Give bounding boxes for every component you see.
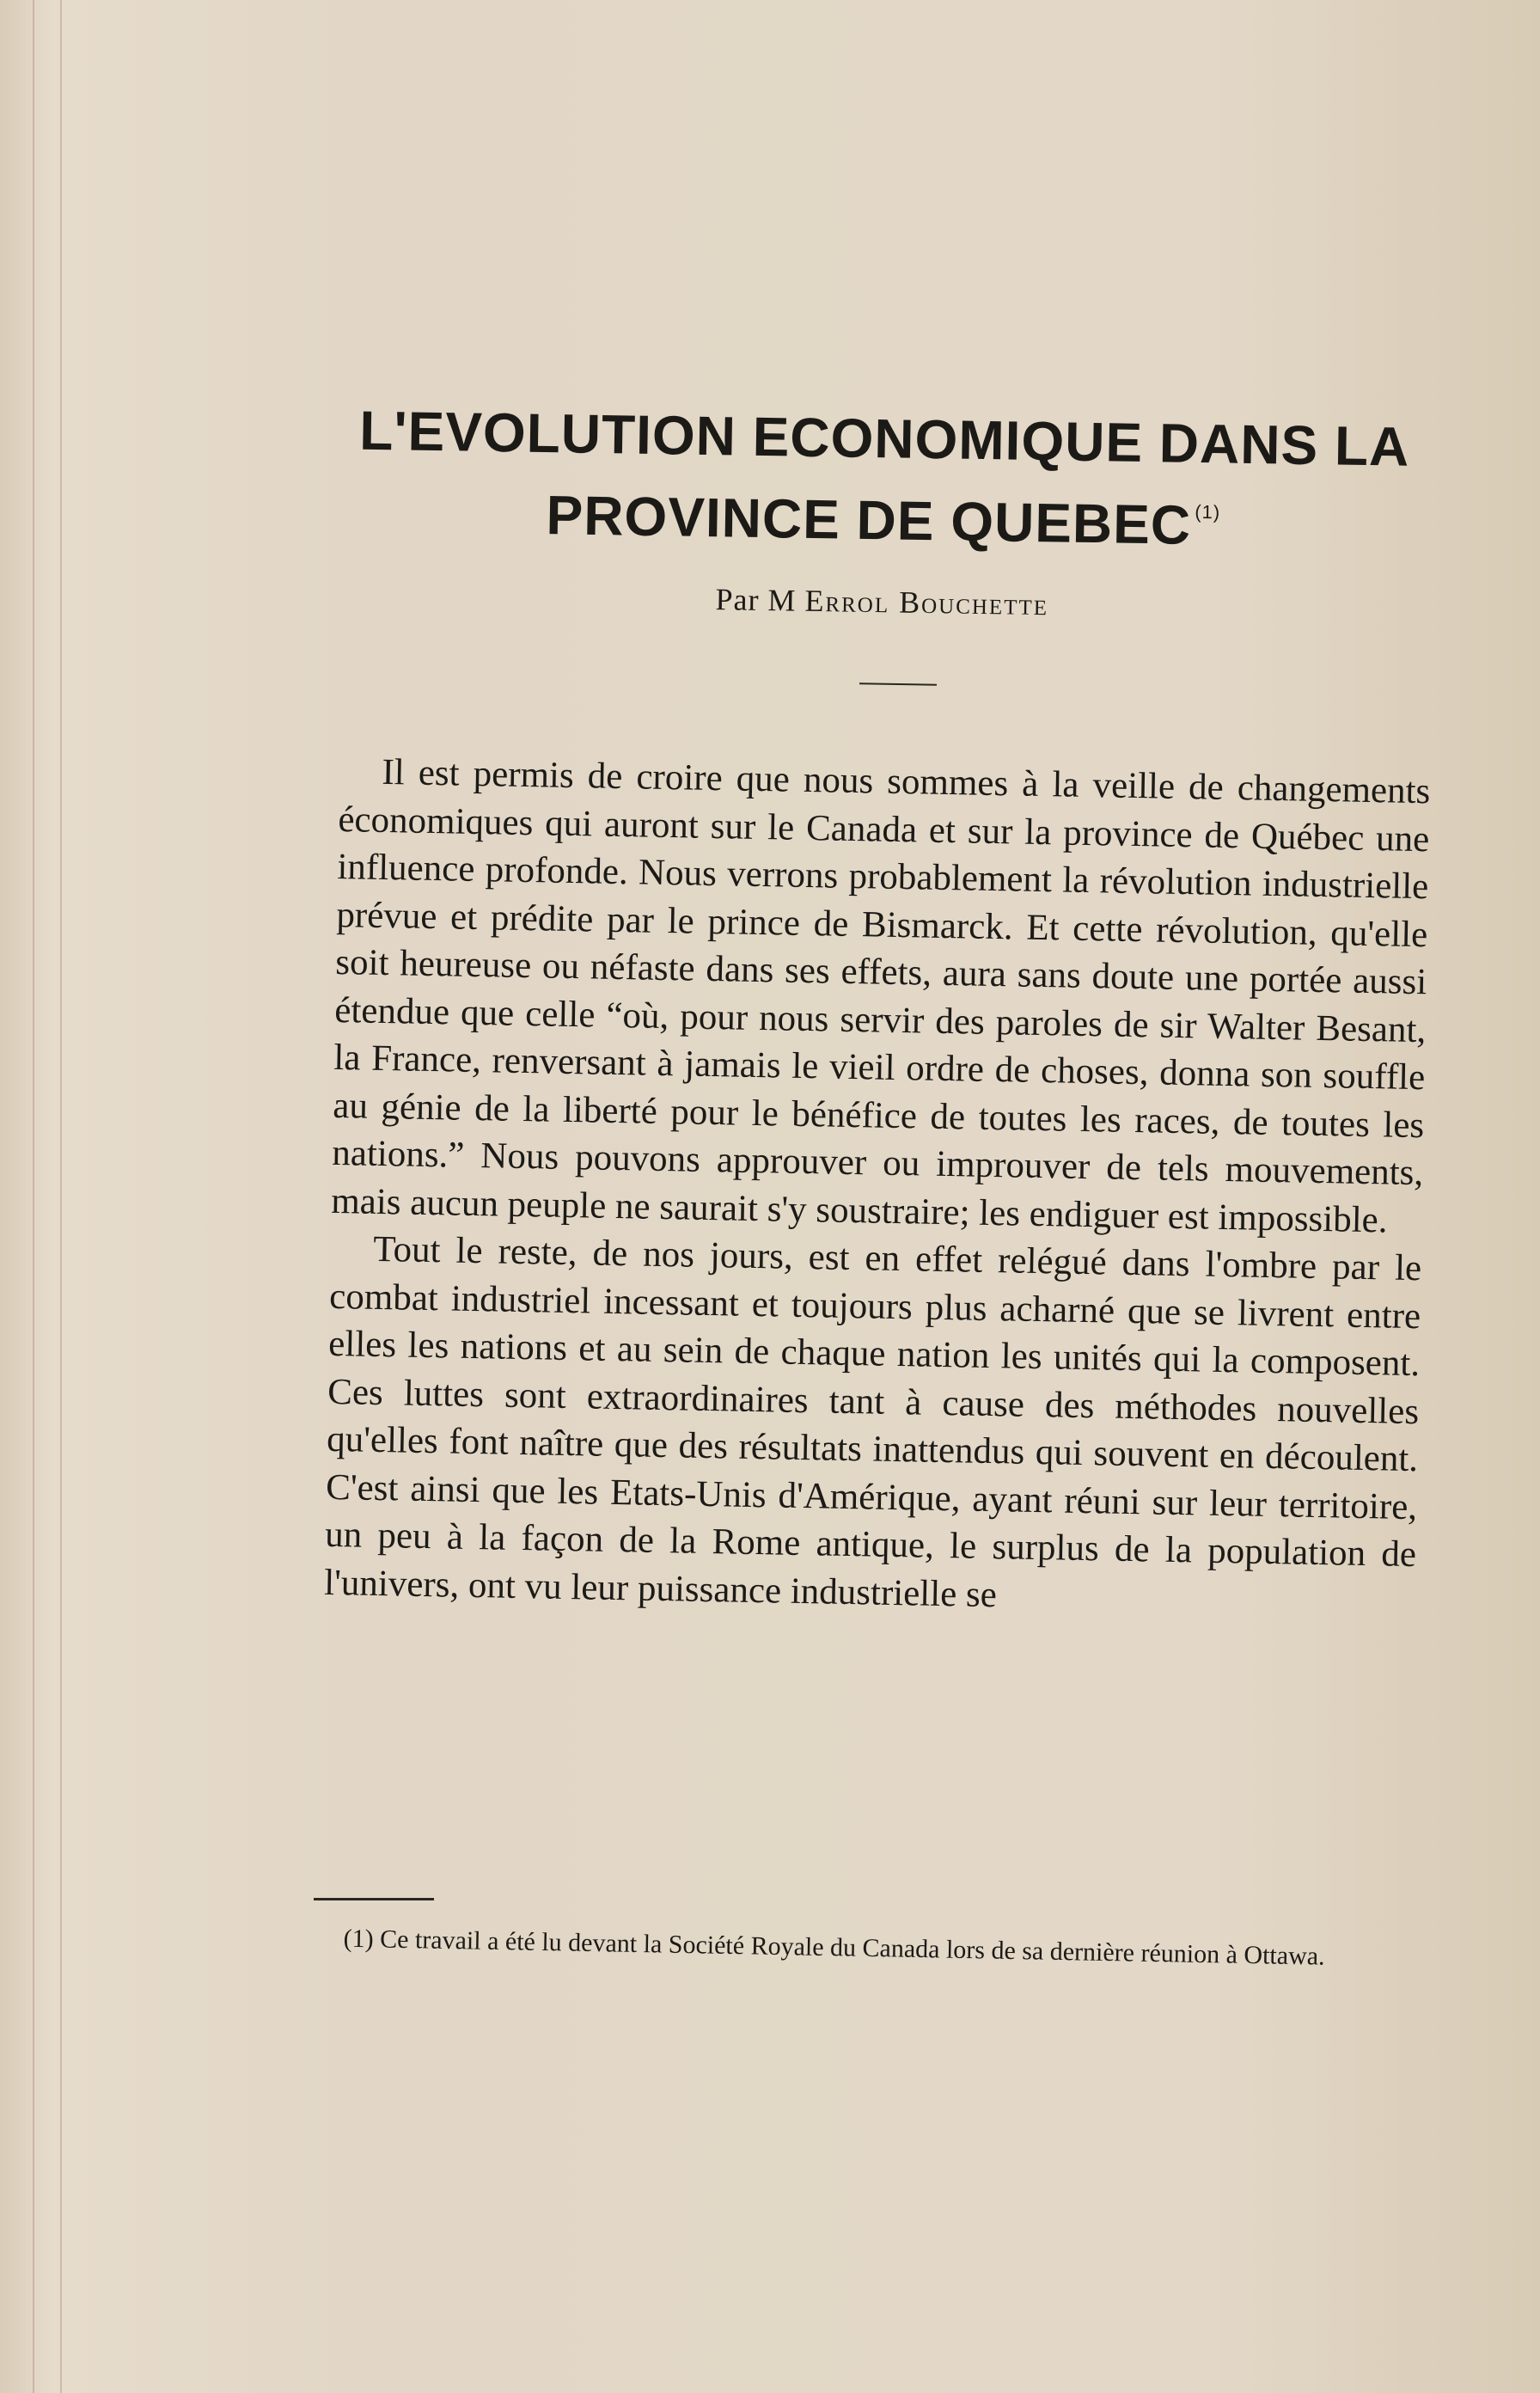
paragraph-1: Il est permis de croire que nous sommes à la veille de changements économiques qui auront sur le Canada et sur la province de Québec une influence profonde. Nous verrons probablement la révolution industrielle prévue et prédite par le prince de Bismarck. Et cette révolution, qu'elle soit heureuse ou néfaste dans ses effets, aura sans doute une portée aussi étendue que celle “où, pour nous servir des paroles de sir Walter Besant, la France, renversant à jamais le vieil ordre de choses, donna son souffle au génie de la liberté pour le bénéfice de toutes les races, de toutes les nations.” Nous pouvons approuver ou improuver de tels mouvements, mais aucun peuple ne saurait s'y soustraire; les endiguer est impossible.: [330, 751, 1431, 1240]
footnote-separator-rule: [314, 1898, 434, 1900]
title-line-2-text: PROVINCE DE QUEBEC: [546, 484, 1192, 556]
byline: [323, 575, 1440, 628]
article-body: [324, 748, 1431, 1626]
title-separator-rule: [859, 682, 937, 685]
page-edge-line: [60, 0, 62, 2393]
footnote-text: (1) Ce travail a été lu devant la Société Royale du Canada lors de sa dernière réunion à Ottawa.: [343, 1924, 1325, 1971]
footnote-reference: (1): [1195, 500, 1221, 523]
title-block: [323, 395, 1444, 628]
page-edge-line: [33, 0, 34, 2393]
footnote: [309, 1925, 1400, 1971]
paragraph-2: Tout le reste, de nos jours, est en effet relégué dans l'ombre par le combat industriel incessant et toujours plus acharné que se livrent entre elles les nations et au sein de chaque nation les unités qui la composent. Ces luttes sont extraordinaires tant à cause des méthodes nouvelles qu'elles font naître que des résultats inattendus qui souvent en découlent. C'est ainsi que les Etats-Unis d'Amérique, ayant réuni sur leur territoire, un peu à la façon de la Rome antique, le surplus de la population de l'univers, ont vu leur puissance industrielle se: [323, 1228, 1422, 1615]
title-line-1-text: L'EVOLUTION ECONOMIQUE DANS LA: [358, 399, 1410, 478]
byline-author: Errol Bouchette: [804, 583, 1049, 622]
byline-prefix: Par M: [715, 582, 797, 618]
